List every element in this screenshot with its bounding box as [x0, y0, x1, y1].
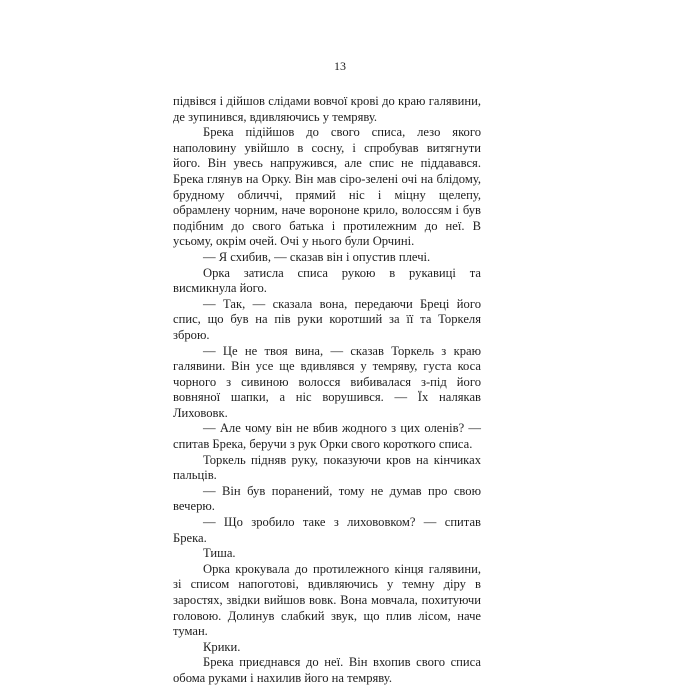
paragraph: Брека приєднався до неї. Він вхопив свого списа обома руками і нахилив його на темряву. [173, 655, 481, 685]
paragraph: — Він був поранений, тому не думав про свою вечерю. [173, 483, 481, 514]
page-number: 13 [334, 59, 346, 73]
paragraph: Орка затисла списа рукою в рукавиці та висмикнула його. [173, 265, 481, 296]
paragraph: підвівся і дійшов слідами вовчої крові до краю галявини, де зупинився, вдивляючись у темряву. [173, 94, 481, 124]
paragraph: — Але чому він не вбив жодного з цих оленів? — спитав Брека, беручи з рук Орки свого короткого списа. [173, 421, 481, 452]
paragraph: — Це не твоя вина, — сказав Торкель з краю галявини. Він усе ще вдивлявся у темряву, густа коса чорного з сивиною волосся вибивалася з-під його вовняної шапки, а ніс ворушився. — Їх налякав Лихововк. [173, 343, 481, 420]
paragraph: Брека підійшов до свого списа, лезо якого наполовину увійшло в сосну, і спробував витягнути його. Він увесь напружився, але спис не піддавався. Брека глянув на Орку. Він мав сіро-зелені очі на блідому, брудному обличчі, прямий ніс і міцну щелепу, обрамлену чорним, наче ворононе крило, волоссям і був подібним до свого батька і протилежним до неї. В усьому, окрім очей. Очі у нього були Орчині. [173, 125, 481, 249]
paragraph: Тиша. [203, 546, 236, 561]
paragraph: — Що зробило таке з лихововком? — спитав Брека. [173, 515, 481, 545]
paragraph: — Так, — сказала вона, передаючи Бреці його спис, що був на пів руки коротший за її та Торкеля зброю. [173, 296, 481, 342]
paragraph: Торкель підняв руку, показуючи кров на кінчиках пальців. [173, 452, 481, 483]
paragraph: Крики. [203, 639, 241, 654]
body-text [173, 94, 481, 687]
paragraph: Орка крокувала до протилежного кінця галявини, зі списом напоготові, вдивляючись у темну діру в заростях, звідки вийшов вовк. Вона мовчала, похитуючи головою. Долинув слабкий звук, що плив лісом, наче туман. [173, 561, 481, 639]
paragraph: — Я схибив, — сказав він і опустив плечі. [203, 249, 431, 264]
